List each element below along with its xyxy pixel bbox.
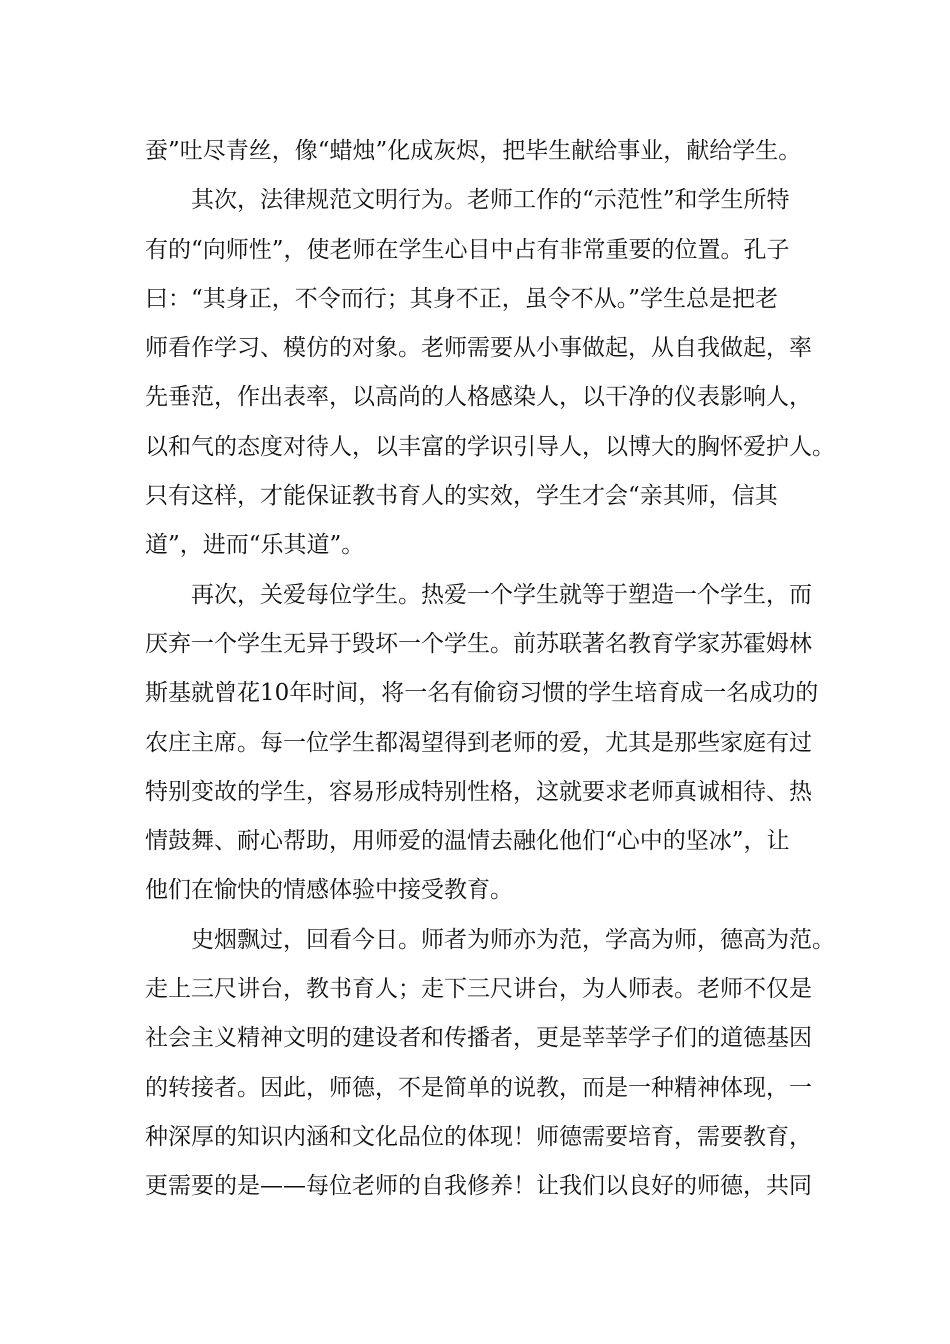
text-line: 更需要的是——每位老师的自我修养！让我们以良好的师德，共同 [145, 1173, 812, 1200]
text-line: 斯基就曾花10年时间，将一名有偷窃习惯的学生培育成一名成功的 [145, 680, 819, 707]
text-line: 情鼓舞、耐心帮助，用师爱的温情去融化他们“心中的坚冰”，让 [145, 828, 790, 855]
text-line: 农庄主席。每一位学生都渴望得到老师的爱，尤其是那些家庭有过 [145, 729, 812, 756]
text-line: 蚕”吐尽青丝，像“蜡烛”化成灰烬，把毕生献给事业，献给学生。 [145, 138, 802, 164]
text-line: 曰：“其身正，不令而行；其身不正，虽令不从。”学生总是把老 [145, 285, 779, 312]
text-line: 道”，进而“乐其道”。 [145, 532, 365, 559]
text-line: 他们在愉快的情感体验中接受教育。 [145, 877, 513, 904]
text-line: 的转接者。因此，师德，不是简单的说教，而是一种精神体现，一 [145, 1074, 812, 1101]
text-line: 以和气的态度对待人，以丰富的学识引导人，以博大的胸怀爱护人。 [145, 433, 835, 460]
text-line: 走上三尺讲台，教书育人；走下三尺讲台，为人师表。老师不仅是 [145, 976, 812, 1003]
text-line: 再次，关爱每位学生。热爱一个学生就等于塑造一个学生，而 [145, 581, 812, 608]
body-text [145, 127, 835, 1212]
text-line: 只有这样，才能保证教书育人的实效，学生才会“亲其师，信其 [145, 483, 778, 510]
text-line: 厌弃一个学生无异于毁坏一个学生。前苏联著名教育学家苏霍姆林 [145, 630, 812, 657]
text-line: 特别变故的学生，容易形成特别性格，这就要求老师真诚相待、热 [145, 778, 812, 805]
text-line: 其次，法律规范文明行为。老师工作的“示范性”和学生所特 [145, 187, 790, 214]
text-line: 先垂范，作出表率，以高尚的人格感染人，以干净的仪表影响人， [145, 384, 812, 411]
text-line: 社会主义精神文明的建设者和传播者，更是莘莘学子们的道德基因 [145, 1025, 812, 1052]
text-line: 有的“向师性”，使老师在学生心目中占有非常重要的位置。孔子 [145, 236, 790, 263]
text-line: 种深厚的知识内涵和文化品位的体现！师德需要培育，需要教育， [145, 1123, 812, 1150]
text-line: 师看作学习、模仿的对象。老师需要从小事做起，从自我做起，率 [145, 335, 812, 362]
text-line: 史烟飘过，回看今日。师者为师亦为范，学高为师，德高为范。 [145, 926, 835, 953]
